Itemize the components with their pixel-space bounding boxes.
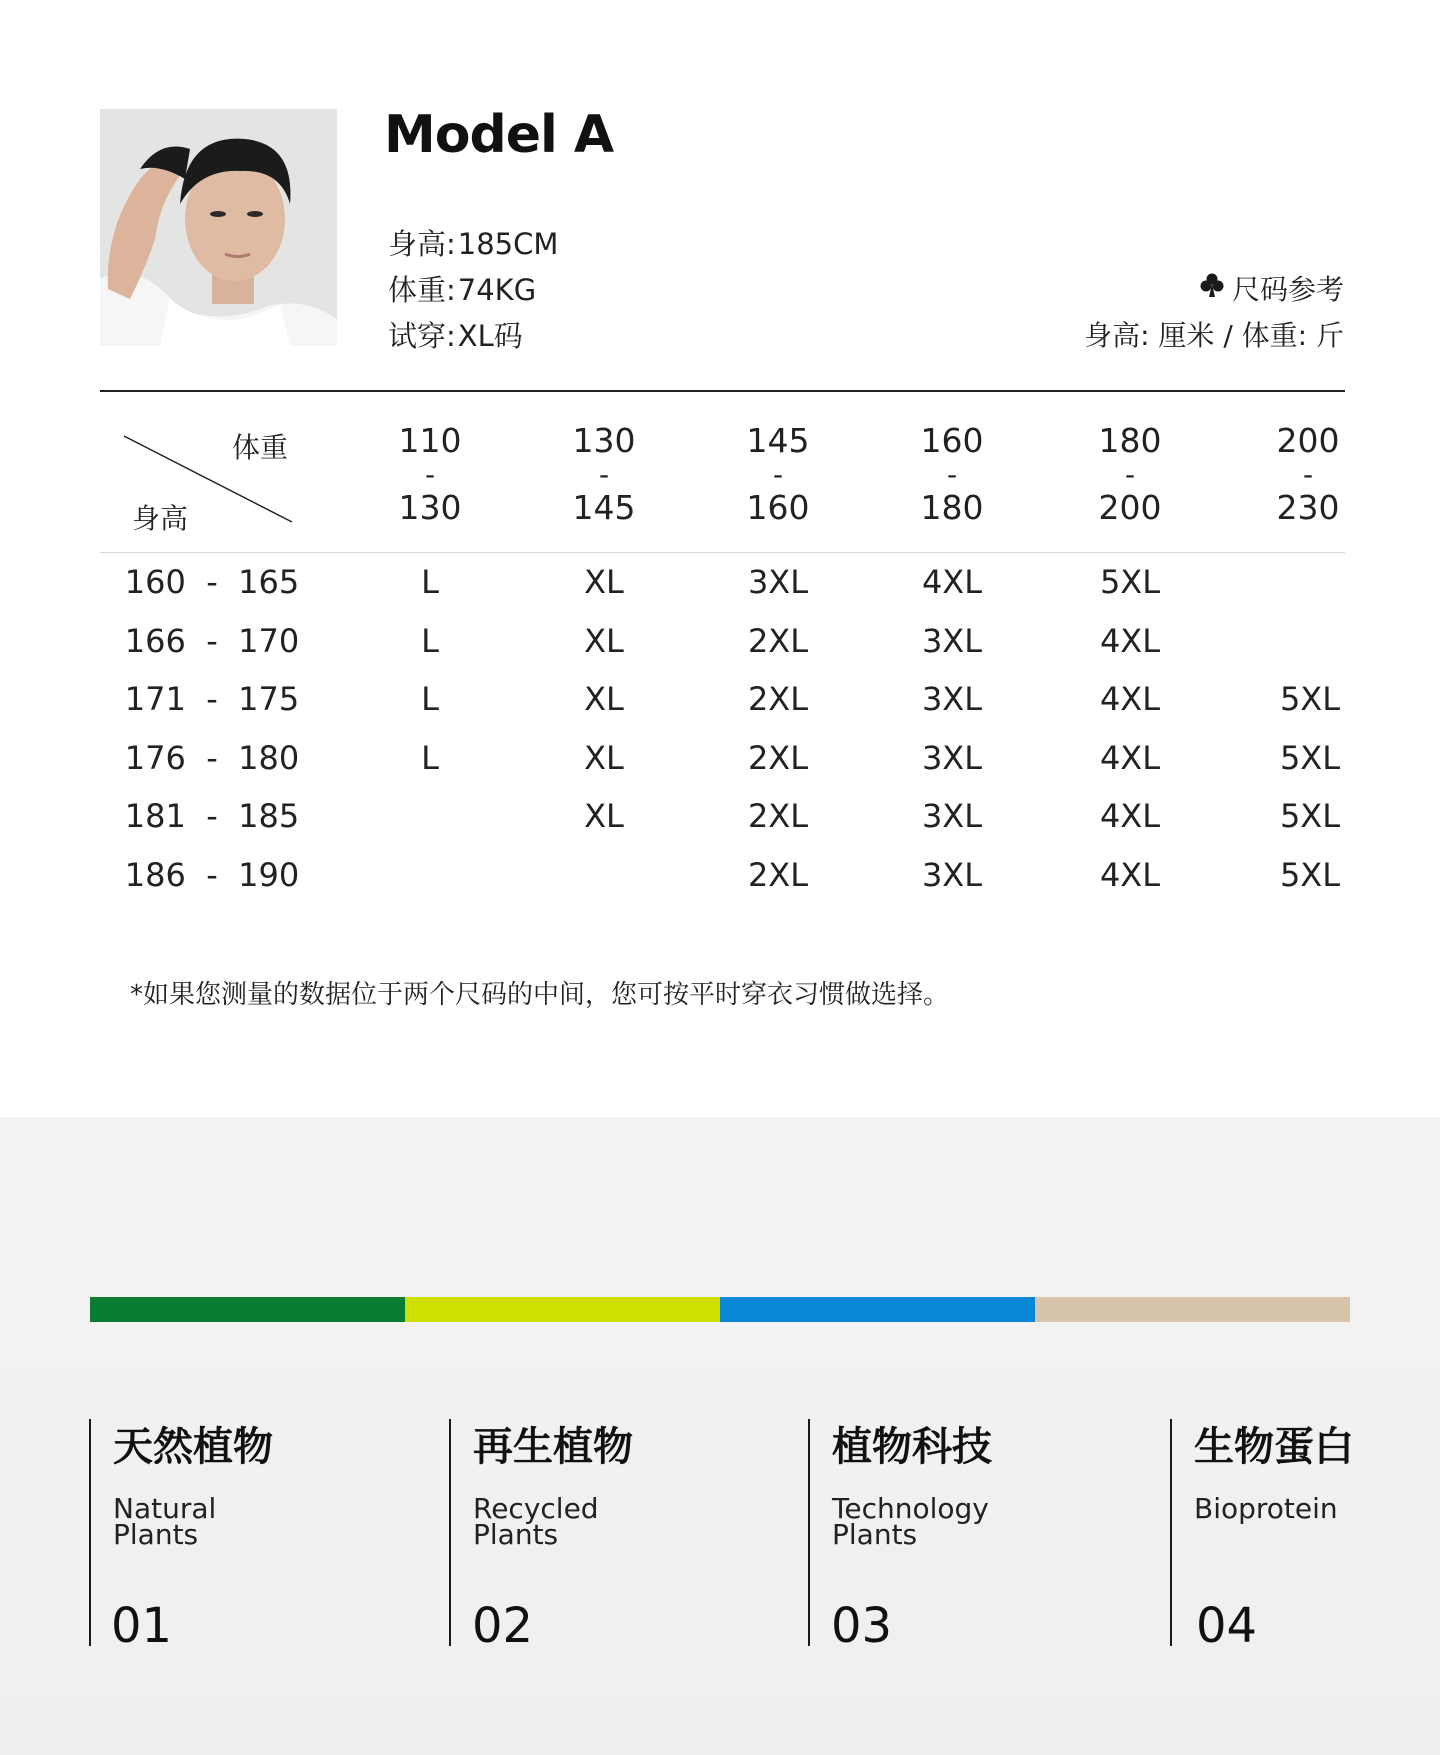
weight-column-header: 130 - 145 xyxy=(572,421,636,527)
weight-column-header: 200 - 230 xyxy=(1276,421,1340,527)
tryon-label: 试穿: xyxy=(388,319,456,353)
size-cell: 4XL xyxy=(1099,797,1161,835)
weight-column-header: 110 - 130 xyxy=(398,421,462,527)
weight-label: 体重: xyxy=(388,273,456,307)
category-english: Technology Plants xyxy=(832,1492,989,1551)
category-title: 植物科技 xyxy=(832,1424,992,1470)
size-cell: L xyxy=(421,621,439,660)
model-height xyxy=(388,222,558,263)
height-range-label: 186 - 190 xyxy=(124,855,300,894)
size-cell: 5XL xyxy=(1099,563,1161,601)
size-cell: 5XL xyxy=(1279,855,1341,894)
size-cell: 2XL xyxy=(747,855,809,894)
size-cell: 2XL xyxy=(747,621,809,660)
weight-value: 74KG xyxy=(457,273,537,307)
category-number: 02 xyxy=(472,1598,534,1654)
weight-column-header: 160 - 180 xyxy=(920,421,984,527)
model-name: Model A xyxy=(384,105,614,165)
height-label: 身高: xyxy=(388,227,456,261)
size-cell: 2XL xyxy=(747,680,809,718)
color-bar-beige xyxy=(1035,1297,1350,1322)
color-bar-lime xyxy=(405,1297,720,1322)
size-cell: 4XL xyxy=(1099,621,1161,660)
size-cell: 2XL xyxy=(747,738,809,777)
height-range-label: 176 - 180 xyxy=(124,738,300,777)
size-cell: XL xyxy=(584,621,624,660)
size-cell: 3XL xyxy=(921,738,983,777)
size-cell: 3XL xyxy=(921,855,983,894)
model-weight xyxy=(388,268,536,309)
category-english: Bioprotein xyxy=(1194,1492,1338,1525)
size-cell: 4XL xyxy=(921,563,983,601)
size-cell: L xyxy=(421,680,439,718)
height-range-label: 166 - 170 xyxy=(124,621,300,660)
size-cell: 5XL xyxy=(1279,680,1341,718)
size-cell: 3XL xyxy=(921,797,983,835)
height-range-label: 171 - 175 xyxy=(124,680,300,718)
category-number: 04 xyxy=(1196,1598,1258,1654)
category-number: 01 xyxy=(111,1598,173,1654)
size-cell: XL xyxy=(584,738,624,777)
size-cell: XL xyxy=(584,797,624,835)
size-cell: 2XL xyxy=(747,797,809,835)
size-cell: 3XL xyxy=(921,621,983,660)
category-title: 生物蛋白 xyxy=(1194,1424,1354,1470)
category-title: 天然植物 xyxy=(113,1424,273,1470)
height-value: 185CM xyxy=(457,227,559,261)
size-cell: L xyxy=(421,563,439,601)
size-cell: 5XL xyxy=(1279,797,1341,835)
height-range-label: 181 - 185 xyxy=(124,797,300,835)
size-cell: 3XL xyxy=(921,680,983,718)
category-number: 03 xyxy=(831,1598,893,1654)
category-divider xyxy=(449,1419,451,1646)
size-reference-heading xyxy=(1200,268,1344,308)
size-cell: XL xyxy=(584,680,624,718)
size-cell: 4XL xyxy=(1099,680,1161,718)
corner-height-label: 身高 xyxy=(132,502,189,535)
weight-column-header: 180 - 200 xyxy=(1098,421,1162,527)
category-english: Recycled Plants xyxy=(473,1492,599,1551)
category-divider xyxy=(808,1419,810,1646)
divider xyxy=(100,390,1345,392)
table-header-divider xyxy=(100,552,1345,553)
size-cell: 5XL xyxy=(1279,738,1341,777)
weight-column-header: 145 - 160 xyxy=(746,421,810,527)
club-icon xyxy=(1200,272,1224,305)
size-note: *如果您测量的数据位于两个尺码的中间，您可按平时穿衣习惯做选择。 xyxy=(130,980,950,1010)
height-range-label: 160 - 165 xyxy=(124,563,300,601)
model-tryon xyxy=(388,314,523,355)
size-cell: XL xyxy=(584,563,624,601)
size-reference-units: 身高: 厘米 / 体重: 斤 xyxy=(1084,319,1344,352)
model-photo xyxy=(100,109,337,346)
size-cell: 4XL xyxy=(1099,738,1161,777)
category-divider xyxy=(89,1419,91,1646)
size-cell: 4XL xyxy=(1099,855,1161,894)
category-english: Natural Plants xyxy=(113,1492,217,1551)
size-cell: L xyxy=(421,738,439,777)
color-bar-blue xyxy=(720,1297,1035,1322)
color-bar-green xyxy=(90,1297,405,1322)
tryon-value: XL码 xyxy=(457,319,523,353)
corner-weight-label: 体重 xyxy=(232,431,289,464)
category-divider xyxy=(1170,1419,1172,1646)
size-reference-title: 尺码参考 xyxy=(1231,273,1344,306)
size-cell: 3XL xyxy=(747,563,809,601)
category-title: 再生植物 xyxy=(473,1424,633,1470)
